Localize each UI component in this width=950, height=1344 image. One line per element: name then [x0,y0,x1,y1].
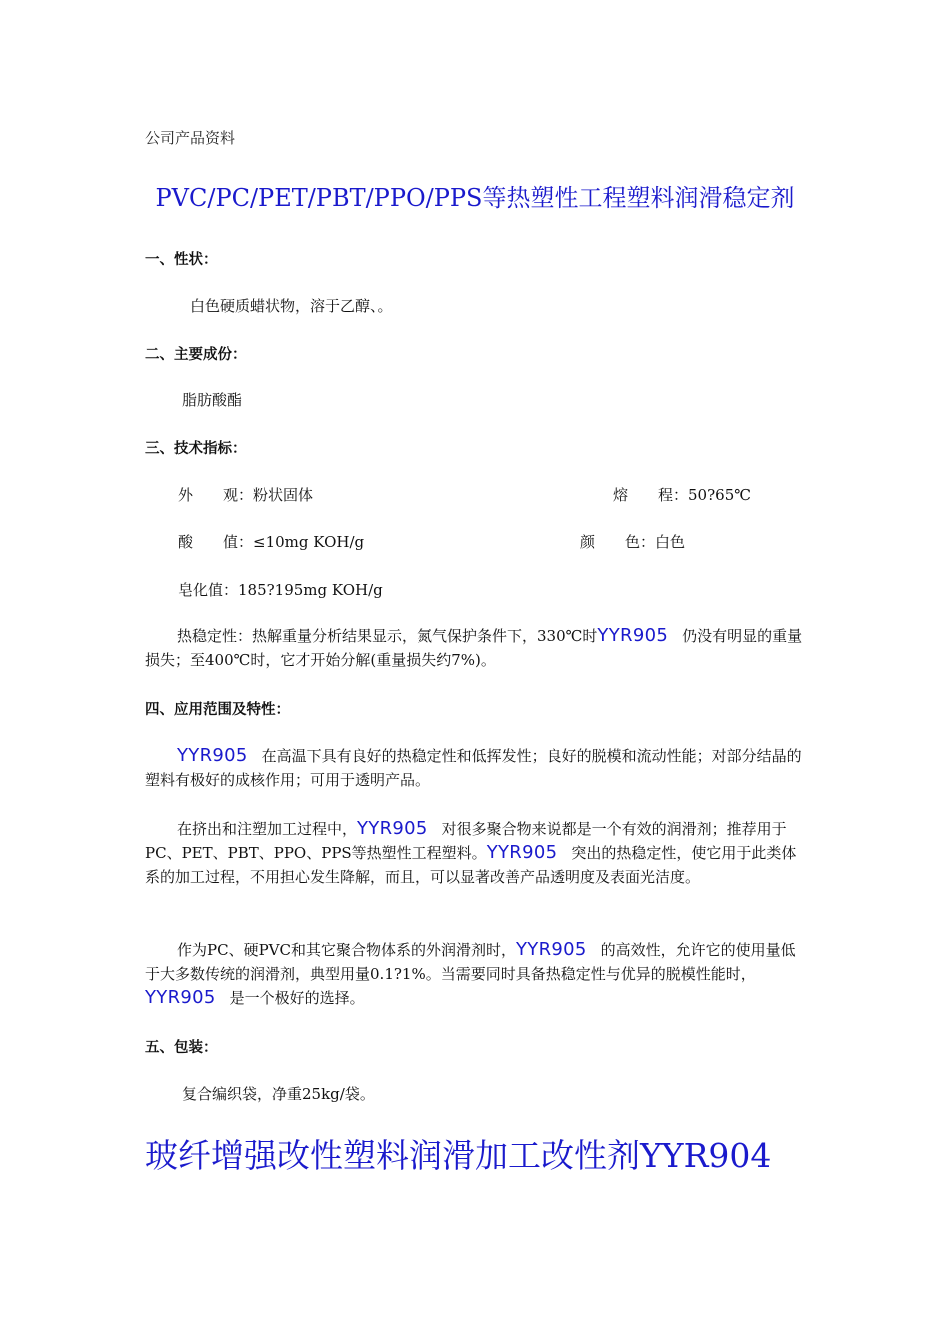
spec-acid-value: ≤10mg KOH/g [253,533,365,551]
spec-color [580,530,685,555]
spec-appearance [178,483,313,508]
packaging-text: 复合编织袋，净重25kg/袋。 [182,1085,375,1103]
next-product-title: 玻纤增强改性塑料润滑加工改性剂YYR904 [145,1136,772,1175]
spec-acid [178,530,364,555]
section-heading-composition: 二、主要成份： [145,347,247,363]
product-code: YYR905 [486,842,558,863]
thermal-stability-paragraph [145,624,810,672]
section-heading-properties: 一、性状： [145,252,218,268]
applications-p2-text-b: 对很多聚合物来说都是一个有效的润滑剂；推荐用于PC、PET、PBT、PPO、PPS等热塑性工程塑料。 [145,820,787,862]
thermal-text-a: 热稳定性：热解重量分析结果显示，氮气保护条件下，330℃时 [177,627,598,645]
document-title: PVC/PC/PET/PBT/PPO/PPS等热塑性工程塑料润滑稳定剂 [155,184,795,212]
applications-p3-text-b: 的高效性，允许它的使用量低于大多数传统的润滑剂，典型用量0.1?1%。当需要同时具备热稳定性与优异的脱模性能时， [145,941,796,983]
spec-melting [613,483,751,508]
spec-appearance-value: 粉状固体 [253,486,314,504]
applications-paragraph-3 [145,938,810,1010]
applications-p1-text: 在高温下具有良好的热稳定性和低挥发性；良好的脱模和流动性能；对部分结晶的塑料有极好的成核作用；可用于透明产品。 [145,747,802,789]
composition-text: 脂肪酸酯 [182,391,243,409]
spec-melting-label: 熔 程： [613,486,689,504]
applications-p3-text-a: 作为PC、硬PVC和其它聚合物体系的外润滑剂时， [177,941,516,959]
applications-paragraph-2 [145,817,810,889]
applications-paragraph-1 [145,744,810,792]
product-code: YYR905 [177,745,248,766]
section-heading-applications: 四、应用范围及特性： [145,702,290,718]
properties-text: 白色硬质蜡状物，溶于乙醇、。 [190,297,393,315]
header-note: 公司产品资料 [145,129,236,147]
product-code: YYR905 [597,625,669,646]
product-code: YYR905 [515,939,587,960]
applications-p2-text-a: 在挤出和注塑加工过程中， [177,820,358,838]
product-code: YYR905 [357,818,428,839]
spec-saponification: 皂化值：185?195mg KOH/g [178,581,383,599]
product-code: YYR905 [145,987,216,1008]
thermal-text-b: 仍没有明显的重量损失；至400℃时，它才开始分解(重量损失约7%)。 [145,627,803,669]
spec-appearance-label: 外 观： [178,486,254,504]
spec-melting-value: 50?65℃ [688,486,752,504]
section-heading-packaging: 五、包装： [145,1040,218,1056]
applications-p2-text-c: 突出的热稳定性，使它用于此类体系的加工过程，不用担心发生降解，而且，可以显著改善产品透明度及表面光洁度。 [145,844,797,886]
spec-color-label: 颜 色： [580,533,656,551]
section-heading-specs: 三、技术指标： [145,441,247,457]
spec-color-value: 白色 [655,533,686,551]
spec-acid-label: 酸 值： [178,533,254,551]
applications-p3-text-c: 是一个极好的选择。 [229,989,365,1007]
